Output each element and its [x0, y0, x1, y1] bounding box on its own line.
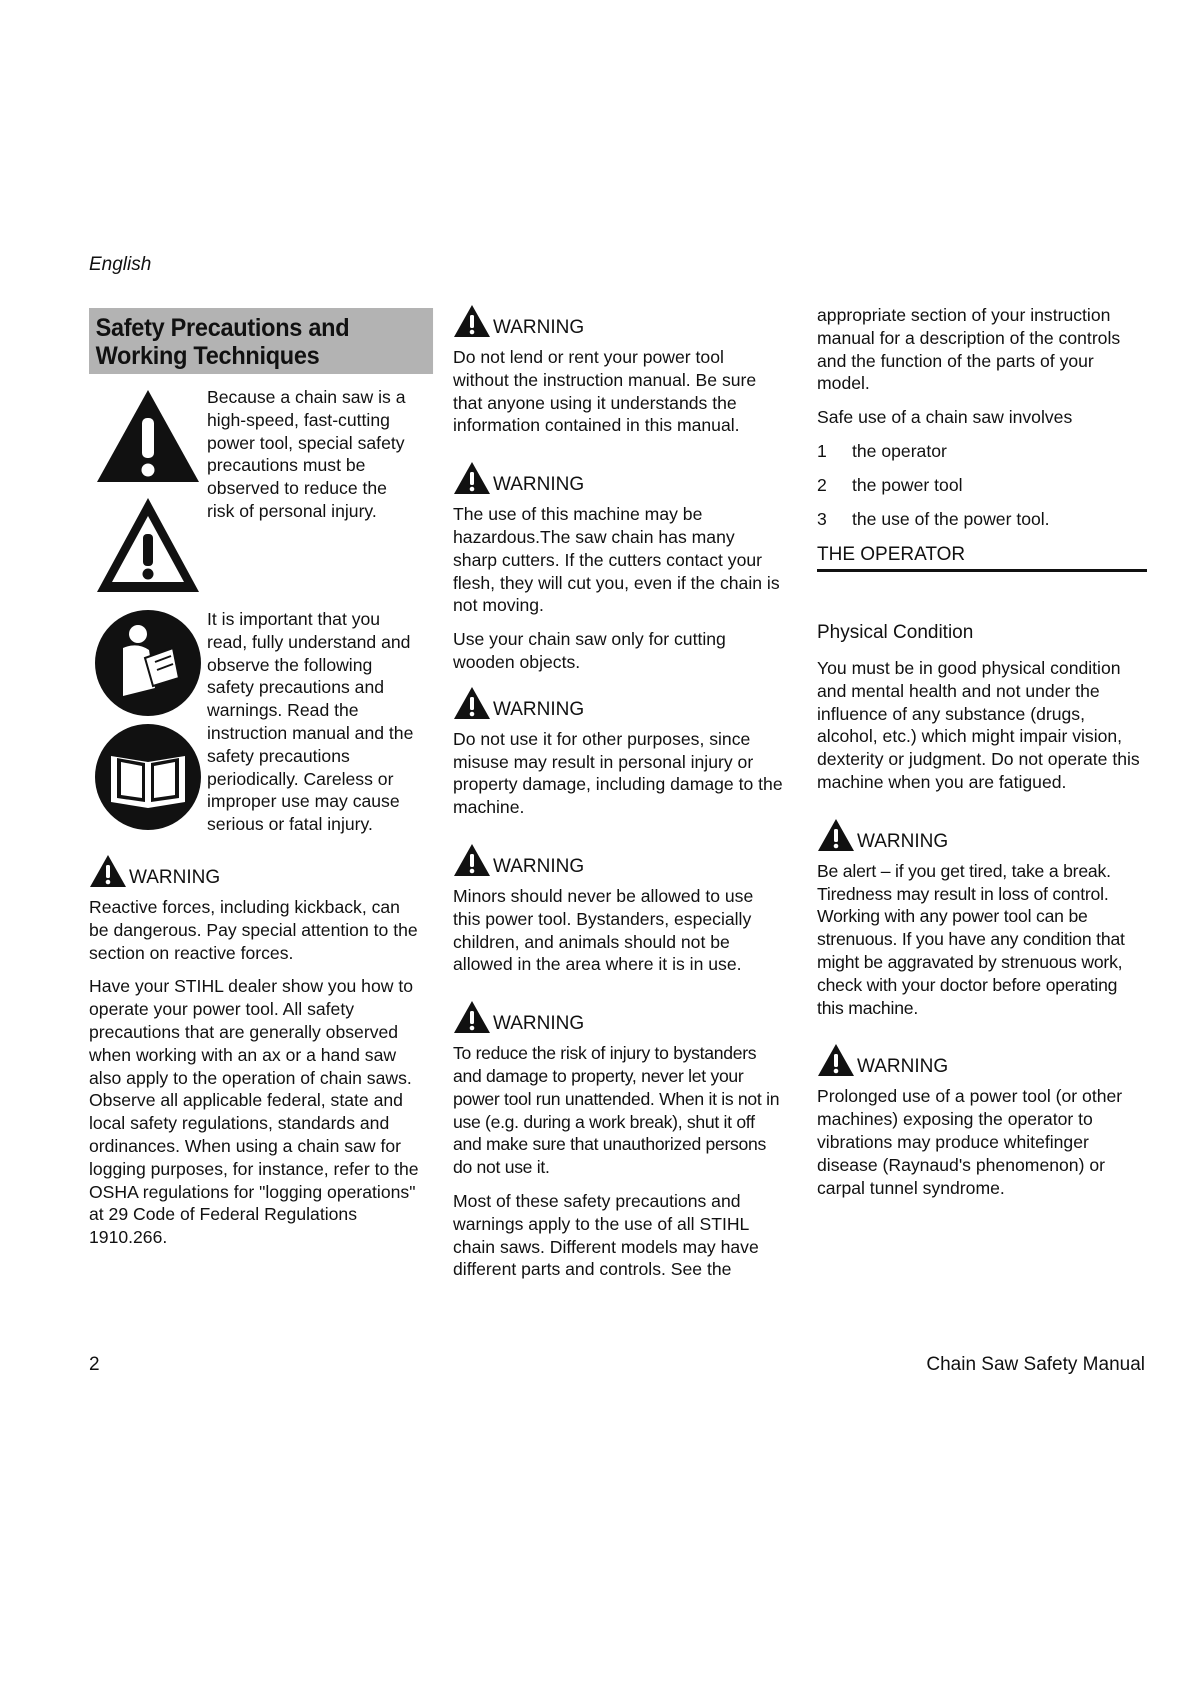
intro-hazard	[89, 386, 419, 598]
warning-text: Prolonged use of a power tool (or other machines) exposing the operator to vibrations may produce whitefinger disease (Raynaud's phenomenon) or carpal tunnel syndrome.	[817, 1086, 1123, 1198]
warning-filled-icon	[93, 386, 203, 486]
warning-label: WARNING	[857, 830, 949, 852]
paragraph-models: Most of these safety precautions and warnings apply to the use of all STIHL chain saws. Different models may have different parts and controls. See the	[453, 1190, 759, 1280]
section-title: Safety Precautions and Working Techniques	[89, 308, 433, 374]
column-right	[817, 304, 1147, 1223]
warning-label: WARNING	[857, 1056, 949, 1078]
warning-icon	[453, 1000, 491, 1034]
warning-icon	[453, 843, 491, 877]
list-item	[817, 440, 1147, 463]
warning-icon	[453, 461, 491, 495]
warning-minors	[453, 843, 783, 976]
paragraph-wooden-objects: Use your chain saw only for cutting wooden objects.	[453, 629, 726, 672]
warning-label: WARNING	[493, 1013, 585, 1035]
intro-text-2: It is important that you read, fully understand and observe the following safety precautions and warnings. Read the instruction manual and the safety precautions periodically. Careless or improper use may cause serious or fatal injury.	[207, 609, 414, 835]
warning-icon	[89, 854, 127, 888]
warning-text: Reactive forces, including kickback, can be dangerous. Pay special attention to the section on reactive forces.	[89, 896, 418, 963]
list-item	[817, 508, 1147, 531]
operator-heading: THE OPERATOR	[817, 544, 1147, 572]
warning-label: WARNING	[493, 698, 585, 720]
warning-label: WARNING	[129, 866, 221, 888]
warning-label: WARNING	[493, 855, 585, 877]
warning-text: Minors should never be allowed to use this power tool. Bystanders, especially children, and animals should not be allowed in the area where it is in use.	[453, 885, 754, 975]
safe-use-list	[817, 440, 1147, 530]
warning-outline-icon	[93, 494, 203, 598]
paragraph-dealer: Have your STIHL dealer show you how to operate your power tool. All safety precautions that are generally observed when working with an ax or a hand saw also apply to the operation of chain saws. Observe all applicable federal, state and local safety regulations, standards and ordinances. When using a chain saw for logging purposes, for instance, refer to the OSHA regulations for "logging operations" at 29 Code of Federal Regulations 1910.266.	[89, 976, 419, 1248]
warning-unattended	[453, 1000, 783, 1281]
warning-text: To reduce the risk of injury to bystanders and damage to property, never let your power tool run unattended. When it is not in use (e.g. during a work break), shut it off and make sure that unauthorized persons do not use it.	[453, 1043, 780, 1178]
list-number: 1	[817, 440, 827, 461]
warning-icon	[817, 1043, 855, 1077]
page-number: 2	[89, 1354, 100, 1375]
warning-text: The use of this machine may be hazardous.The saw chain has many sharp cutters. If the cutters contact your flesh, they will cut you, even if the chain is not moving.	[453, 504, 780, 616]
list-number: 2	[817, 474, 827, 495]
warning-icon	[817, 818, 855, 852]
list-text: the operator	[852, 440, 947, 461]
list-text: the power tool	[852, 474, 963, 495]
warning-text: Do not lend or rent your power tool without the instruction manual. Be sure that anyone using it understands the information contained in this manual.	[453, 347, 757, 436]
paragraph-continued: appropriate section of your instruction manual for a description of the controls and the function of the parts of your model.	[817, 305, 1121, 394]
warning-icon	[453, 304, 491, 338]
intro-text-1: Because a chain saw is a high-speed, fast-cutting power tool, special safety precautions must be observed to reduce the risk of personal injury.	[207, 387, 406, 521]
warning-reactive-forces	[89, 854, 419, 1249]
intro-read-manual	[89, 608, 419, 836]
list-item	[817, 474, 1147, 497]
warning-label: WARNING	[493, 474, 585, 496]
warning-hazardous	[453, 461, 783, 674]
column-left	[89, 304, 419, 1273]
list-text: the use of the power tool.	[852, 508, 1050, 529]
warning-lend-rent	[453, 304, 783, 437]
warning-vibrations	[817, 1043, 1147, 1199]
language-label: English	[89, 254, 152, 275]
list-number: 3	[817, 508, 827, 529]
physical-condition-text: You must be in good physical condition and mental health and not under the influence of any substance (drugs, alcohol, etc.) which might impair vision, dexterity or judgment. Do not operate this machine when you are fatigued.	[817, 657, 1140, 792]
warning-other-purposes	[453, 686, 783, 819]
footer-title: Chain Saw Safety Manual	[926, 1354, 1145, 1375]
physical-condition-heading: Physical Condition	[817, 622, 974, 644]
read-manual-person-icon	[93, 608, 203, 718]
warning-icon	[453, 686, 491, 720]
open-book-icon	[93, 722, 203, 832]
paragraph-safe-use: Safe use of a chain saw involves	[817, 407, 1073, 428]
warning-text: Do not use it for other purposes, since misuse may result in personal injury or property damage, including damage to the machine.	[453, 728, 783, 818]
warning-label: WARNING	[493, 317, 585, 338]
warning-text: Be alert – if you get tired, take a break. Tiredness may result in loss of control. Working with any power tool can be strenuous. If you have any condition that might be aggravated by strenuous work, check with your doctor before operating this machine.	[817, 860, 1125, 1018]
warning-tiredness	[817, 818, 1147, 1020]
column-middle	[453, 304, 783, 1305]
